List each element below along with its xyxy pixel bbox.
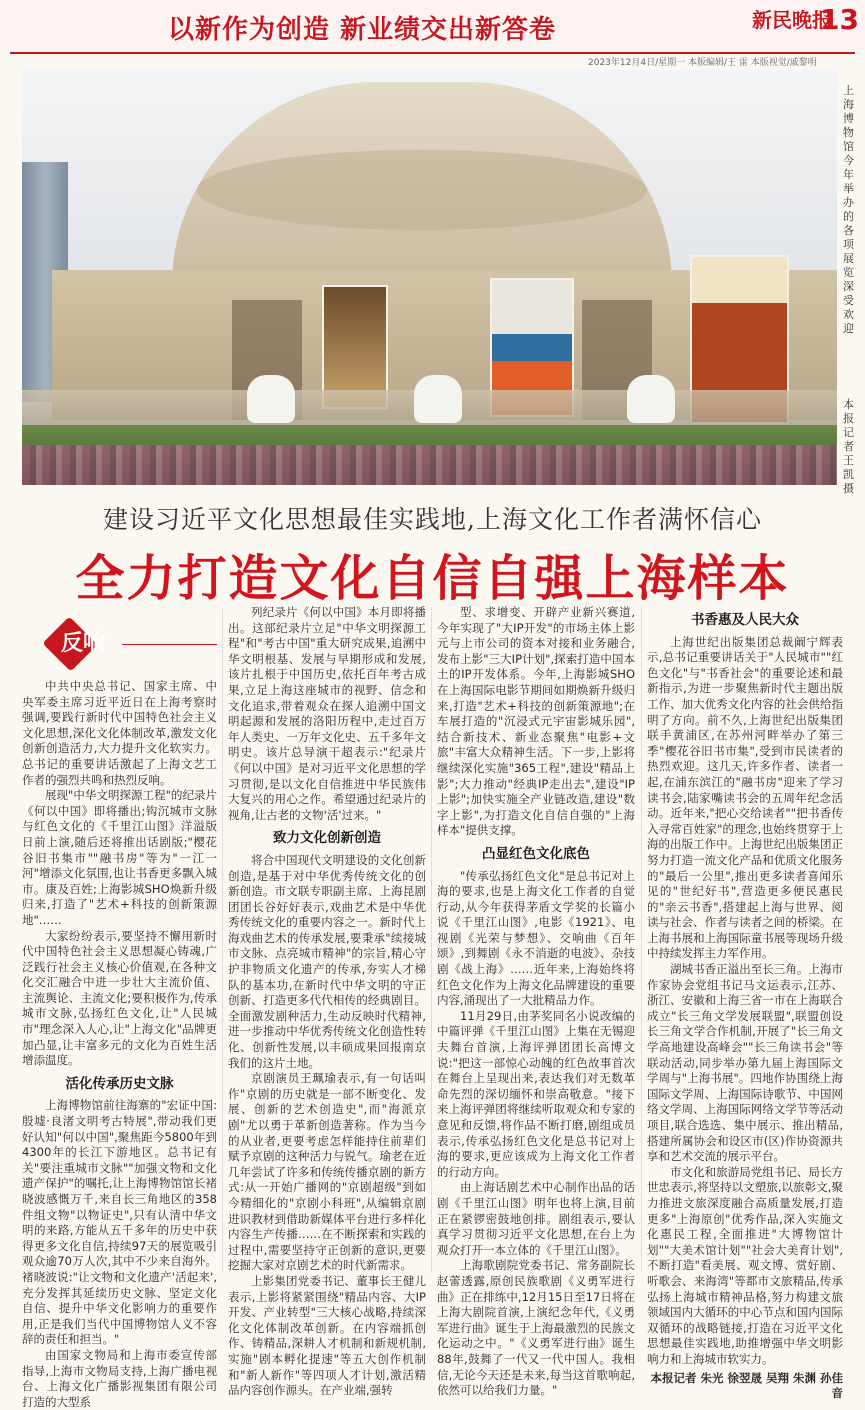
column-divider xyxy=(641,607,642,1272)
paragraph: 型、求增变、开辟产业新兴赛道,今年实现了"大IP开发"的市场主体上影元与上市公司的资本对接和业务融合,发布上影"三大IP计划",探索打造中国本土的IP开发体系。今年,上海影城SHO在上海国际电影节期间如期焕新升级归来,打造"艺术+科技的创新策源地";在车展打造的"沉浸式元宇宙影城乐园",结合新技术、新业态聚焦"电影+文旅"丰富大众精神生活。下一步,上影将继续深化实施"365工程",建设"精品上影";大力推动"经典IP走出去",建设"IP上影";加快实施全产业链改造,建设"数字上影",为打造文化自信自强的"上海样本"提供支撑。 xyxy=(437,605,635,838)
column-1 xyxy=(22,605,217,1409)
stone-lion xyxy=(627,375,675,423)
paragraph: 上影集团党委书记、董事长王健儿表示,上影将紧紧围绕"精品内容、大IP开发、产业转型"三大核心战略,持续深化文化体制改革创新。在内容端抓创作、铸精品,深耕人才机制和新规机制,实施"剧本孵化提速"等五大创作机制和"新人新作"等四项人才计划,激活精品内容创作源头。在产业端,强转 xyxy=(228,1273,426,1398)
column-divider xyxy=(222,607,223,1272)
paragraph: 市文化和旅游局党组书记、局长方世忠表示,将坚持以文塑旅,以旅彰文,聚力推进文旅深度融合高质量发展,打造更多"上海原创"优秀作品,深入实施文化惠民工程,全面推进"大博物馆计划""大美术馆计划""社会大美育计划",不断打造"看美展、观文博、赏好剧、听歌会、来海湾"等都市文旅精品,传承弘扬上海城市精神品格,努力构建文旅领域国内大循环的中心节点和国内国际双循环的战略链接,打造在习近平文化思想最佳实践地,助推增强中华文明影响力和上海城市软实力。 xyxy=(647,1164,843,1366)
column-2 xyxy=(228,605,426,1398)
paragraph: 展现"中华文明探源工程"的纪录片《何以中国》即将播出;钩沉城市文脉与红色文化的《千里江山图》洋溢版日前上演,随后还将推出话剧版;"樱花谷旧书集市""融书房"等为"一江一河"增添文化氛围,也让书香更多飘入城市。康及百姓;上海影城SHO焕新升级归来,打造了"艺术+科技的创新策源地"…… xyxy=(22,788,217,927)
photo-credit: 本报记者 王凯 摄 xyxy=(843,398,854,495)
photo-caption: 上海博物馆今年举办的各项展览深受欢迎 xyxy=(843,84,854,335)
newspaper-logo: 新民晚报 xyxy=(752,8,832,32)
stone-lion xyxy=(247,375,295,423)
paragraph: 大家纷纷表示,要坚持不懈用新时代中国特色社会主义思想凝心铸魂,广泛践行社会主义核心价值观,在各种文化交汇融合中进一步壮大主流价值、主流舆论、主流文化;要积极作为,传承城市文脉,弘扬红色文化,让"人民城市"理念深入人心,让"上海文化"品牌更加凸显,让丰富多元的文化为百姓生活增添温度。 xyxy=(22,928,217,1068)
subsection-heading: 凸显红色文化底色 xyxy=(482,845,590,862)
stone-lion xyxy=(414,375,462,423)
paragraph: 11月29日,由茅奖同名小说改编的中篇评弹《千里江山图》上集在无锡迎夫舞台首演,上海评弹团团长高博文说:"把这一部惊心动魄的红色故事首次在舞台上呈现出来,表达我们对无数革命先烈的深切缅怀和崇高敬意。"接下来上海评弹团将继续听取观众和专家的意见和反馈,将作品不断打磨,剧组成员表示,传承弘扬红色文化是总书记对上海的要求,更应该成为上海文化工作者的行动方向。 xyxy=(437,1008,635,1179)
paragraph: 中共中央总书记、国家主席、中央军委主席习近平近日在上海考察时强调,要践行新时代中国特色社会主义文化思想,深化文化体制改革,激发文化创新创造活力,大力提升文化软实力。总书记的重要讲话激起了上海文艺工作者的强烈共鸣和热烈反响。 xyxy=(22,679,217,787)
dateline: 2023年12月4日/星期一 本版编辑/王 雷 本版视觉/戚黎明 xyxy=(588,58,817,68)
headline: 全力打造文化自信自强上海样本 xyxy=(75,550,790,607)
page-banner: 以新作为创造 新业绩交出新答卷 xyxy=(168,15,557,45)
subsection-heading: 书香惠及人民大众 xyxy=(691,612,799,628)
paragraph: 列纪录片《何以中国》本月即将播出。这部纪录片立足"中华文明探源工程"和"考古中国"重大研究成果,追溯中华文明根基、发展与早期形成和发展,该片扎根于中国历史,依托百年考古成果,立足上海这座城市的视野、信念和文化追求,带着观众在探人追溯中国文明起源和发展的洛阳历程中,走过百万年人类史、一万年文化史、五千多年文明史。该片总导演干超表示:"纪录片《何以中国》是对习近平文化思想的学习贯彻,是以文化自信推进中华民族伟大复兴的用心之作。希望通过纪录片的视角,让古老的文物'活'过来。" xyxy=(228,605,426,822)
paragraph: 湖城书香正溢出至长三角。上海市作家协会党组书记马文运表示,江苏、浙江、安徽和上海三省一市在上海联合成立"长三角文学发展联盟",联盟创设长三角文学合作机制,开展了"长三角文学高地建设高峰会""长三角读书会"等联动活动,同步举办第九届上海国际文学周与"上海书展"。四地作协围绕上海国际文学周、上海国际诗歌节、中国网络文学周、上海国际网络文学节等活动项目,联合选选、集中展示、推出精品,搭建所属协会和设区市(区)作协资源共享和艺术交流的展示平台。 xyxy=(647,962,843,1164)
section-badge-label: 反响 xyxy=(60,630,105,657)
subheadline: 建设习近平文化思想最佳实践地,上海文化工作者满怀信心 xyxy=(103,505,762,534)
paragraph: 上海世纪出版集团总裁阚宁辉表示,总书记重要讲话关于"人民城市""红色文化"与"书香社会"的重要论述和最新指示,为进一步聚焦新时代主题出版工作、加大优秀文化内容的社会供给指明了方向。前不久,上海世纪出版集团联手黄浦区,在苏州河畔举办了第三季"樱花谷旧书市集",受到市民读者的热烈欢迎。这几天,许多作者、读者一起,在浦东滨江的"融书房"迎来了学习读书会,陆家嘴读书会的五周年纪念活动。近年来,"把心交给读者""把书香传入寻常百姓家"的理念,也始终贯穿于上海的出版工作中。上海世纪出版集团正努力打造一流文化产品和优质文化服务的"最后一公里",推出更多读者喜闻乐见的"世纪好书",营造更多便民惠民的"亲云书香",搭建起上海与世界、阅读与社会、作者与读者之间的桥梁。在上海书展和上海国际童书展等现场升级中持续发挥主力军作用。 xyxy=(647,634,843,961)
paragraph: 将合中国现代文明建设的文化创新创造,是基于对中华优秀传统文化的创新创造。市文联专职副主席、上海昆剧团团长谷好好表示,戏曲艺术是中华优秀传统文化的重要内容之一。新时代上海戏曲艺术的传承发展,要秉承"续接城市文脉、点亮城市精神"的宗旨,精心守护非物质文化遗产的传承,夯实人才梯队的基本功,在新时代中华文明的守正创新、打造更多代代相传的经典剧目。全面激发剧种活力,生动反映时代精神,进一步推动中华优秀传统文化创造性转化、创新性发展,以丰硕成果回报南京我们的这片土地。 xyxy=(228,852,426,1070)
paragraph: 上海歌剧院党委书记、常务副院长赵蕾透露,原创民族歌剧《义勇军进行曲》正在排练中,12月15日至17日将在上海大剧院首演,上演纪念年代,《义勇军进行曲》诞生于上海最激烈的民族文化运动之中。"《义勇军进行曲》诞生88年,鼓舞了一代又一代中国人。我相信,无论今天还是未来,每当这首歌响起,依然可以给我们力量。" xyxy=(437,1258,635,1398)
museum-photo xyxy=(22,70,837,485)
masthead-rule xyxy=(10,52,855,54)
subsection-heading: 致力文化创新创造 xyxy=(273,830,381,847)
paragraph: 由上海话剧艺术中心制作出品的话剧《千里江山图》明年也将上演,目前正在紧锣密鼓地创排。剧组表示,要认真学习贯彻习近平文化思想,在台上为观众打开一本立体的《千里江山图》。 xyxy=(437,1180,635,1257)
reporter-byline: 本报记者 朱光 徐翌晟 吴翔 朱渊 孙佳音 xyxy=(650,1370,843,1401)
paragraph: "传承弘扬红色文化"是总书记对上海的要求,也是上海文化工作者的自觉行动,从今年获得茅盾文学奖的长篇小说《千里江山图》,电影《1921》、电视剧《光荣与梦想》、交响曲《百年颂》,到舞剧《永不消逝的电波》、杂技剧《战上海》……近年来,上海始终将红色文化作为上海文化品牌建设的重要内容,涌现出了一大批精品力作。 xyxy=(437,868,635,1008)
paragraph: 由国家文物局和上海市委宣传部指导,上海市文物局支持,上海广播电视台、上海文化广播影视集团有限公司打造的大型系 xyxy=(22,1347,217,1409)
page-number: 13 xyxy=(820,3,859,36)
paragraph: 上海博物馆前往海寨的"宏证中国:殷墟·良渚文明考古特展",带动我们更好认知"何以中国",聚焦距今5800年到4300年的长江下游地区。总书记有关"要注重城市文脉""加强文物和文化遗产保护"的嘱托,让上海博物馆馆长褚晓波感慨万千,来自长三角地区的358件组文物"以物证史",只有认清中华文明的来路,方能从五千多年的历史中获得更多文化自信,持续97天的展览吸引观众逾70万人次,其中不少来自海外。褚晓波说:"让文物和文化遗产'活起来',充分发挥其延续历史文脉、坚定文化自信、提升中华文化影响力的重要作用,正是我们当代中国博物馆人义不容辞的责任和担当。" xyxy=(22,1098,217,1347)
subsection-heading: 活化传承历史文脉 xyxy=(65,1075,174,1092)
section-badge xyxy=(50,621,217,667)
column-4 xyxy=(647,605,843,1401)
column-3 xyxy=(437,605,635,1398)
column-divider xyxy=(431,607,432,1272)
paragraph: 京剧演员王珮瑜表示,有一句话叫作"京剧的历史就是一部不断变化、发展、创新的艺术创造史",而"海派京剧"尤以勇于革新创造著称。作为当今的从业者,更要考虑怎样能持住前辈们赋予京剧的这种活力与锐气。瑜老在近几年尝试了许多和传统传播京剧的新方式:从一开始广播网的"京剧超级"到如今精细化的"京剧小科班",从编辑京剧进识教材到借助新媒体平台进行多样化内容生产传播……在不断探索和实践的过程中,需要坚持守正创新的意识,更要挖掘大家对京剧艺术的时代新需求。 xyxy=(228,1071,426,1273)
